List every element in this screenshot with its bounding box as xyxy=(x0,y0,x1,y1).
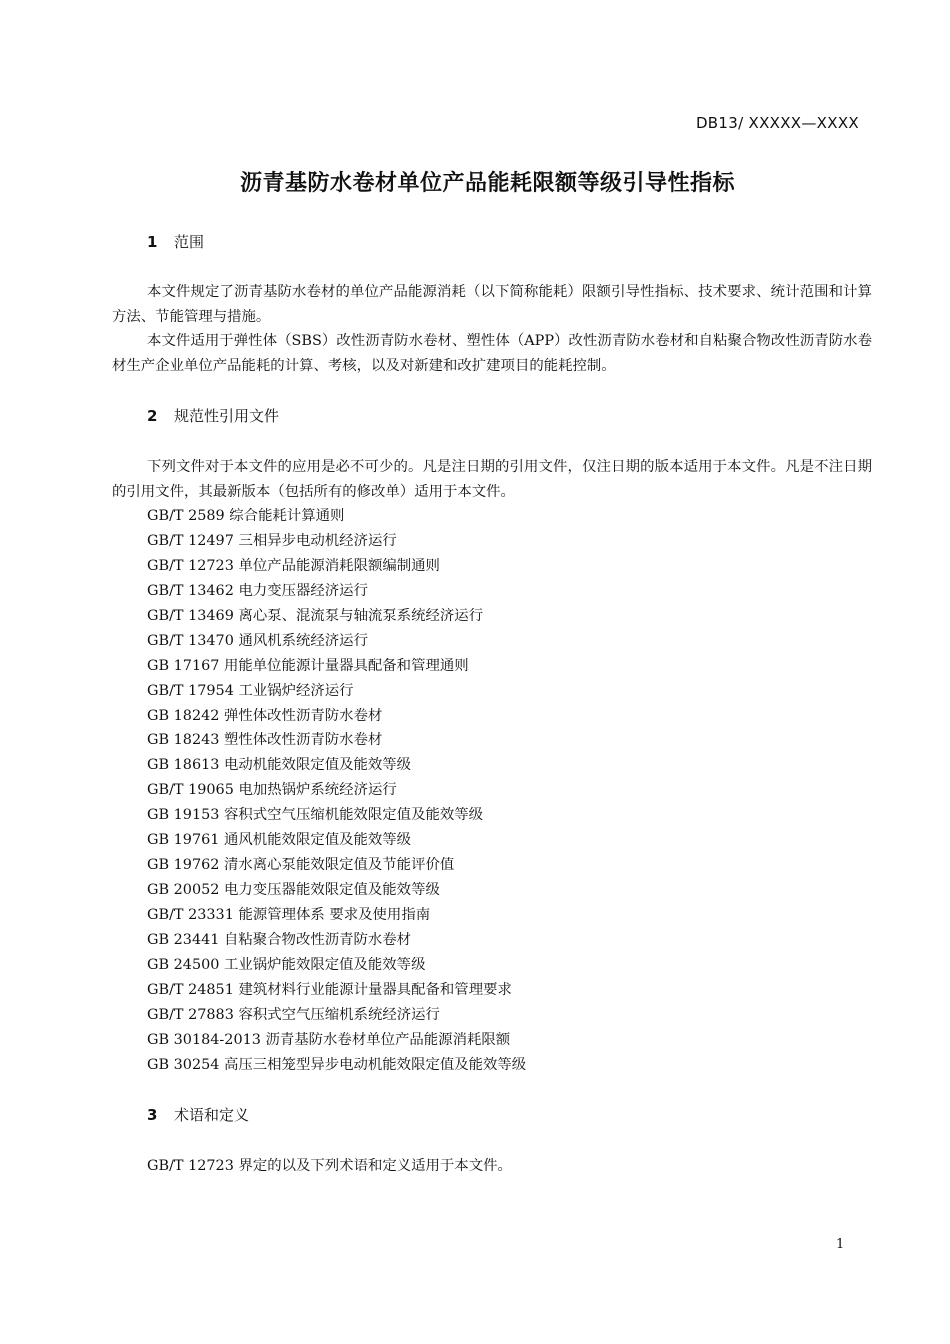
reference-item: GB/T 27883 容积式空气压缩机系统经济运行 xyxy=(147,1006,440,1023)
reference-item: GB 18243 塑性体改性沥青防水卷材 xyxy=(147,732,383,749)
section-title: 规范性引用文件 xyxy=(174,407,280,425)
page-number: 1 xyxy=(836,1237,845,1252)
reference-item: GB/T 17954 工业锅炉经济运行 xyxy=(147,682,354,699)
reference-item: GB 30254 高压三相笼型异步电动机能效限定值及能效等级 xyxy=(147,1056,527,1073)
reference-item: GB 18613 电动机能效限定值及能效等级 xyxy=(147,757,412,774)
terms-definitions-intro: GB/T 12723 界定的以及下列术语和定义适用于本文件。 xyxy=(147,1158,512,1174)
scope-paragraph-1: 本文件规定了沥青基防水卷材的单位产品能源消耗（以下简称能耗）限额引导性指标、技术要求、统计范围和计算方法、节能管理与措施。 xyxy=(112,284,872,325)
reference-item: GB/T 2589 综合能耗计算通则 xyxy=(147,508,345,524)
reference-item: GB 19761 通风机能效限定值及能效等级 xyxy=(147,832,412,849)
reference-item: GB/T 13469 离心泵、混流泵与轴流泵系统经济运行 xyxy=(147,607,484,624)
reference-item: GB 19762 清水离心泵能效限定值及节能评价值 xyxy=(147,857,455,874)
reference-item: GB 17167 用能单位能源计量器具配备和管理通则 xyxy=(147,657,469,674)
document-code: DB13/ XXXXX—XXXX xyxy=(695,114,859,132)
section-title: 范围 xyxy=(174,233,205,251)
reference-item: GB/T 24851 建筑材料行业能源计量器具配备和管理要求 xyxy=(147,981,512,998)
reference-item: GB/T 13462 电力变压器经济运行 xyxy=(147,582,368,599)
reference-item: GB 19153 容积式空气压缩机能效限定值及能效等级 xyxy=(147,807,484,824)
section-1-heading xyxy=(147,231,204,252)
reference-item: GB 23441 自粘聚合物改性沥青防水卷材 xyxy=(147,931,412,948)
section-3-heading xyxy=(147,1104,249,1125)
section-2-heading xyxy=(147,405,279,426)
reference-item: GB/T 12723 单位产品能源消耗限额编制通则 xyxy=(147,557,440,574)
reference-list xyxy=(147,504,526,1078)
reference-item: GB/T 23331 能源管理体系 要求及使用指南 xyxy=(147,907,431,923)
scope-paragraph-2: 本文件适用于弹性体（SBS）改性沥青防水卷材、塑性体（APP）改性沥青防水卷材和自粘聚合物改性沥青防水卷材生产企业单位产品能耗的计算、考核，以及对新建和改扩建项目的能耗控制。 xyxy=(112,333,872,374)
reference-item: GB 30184-2013 沥青基防水卷材单位产品能源消耗限额 xyxy=(147,1031,511,1048)
reference-item: GB 24500 工业锅炉能效限定值及能效等级 xyxy=(147,956,426,973)
section-title: 术语和定义 xyxy=(174,1106,250,1124)
section-number: 2 xyxy=(147,407,158,425)
normative-references-intro: 下列文件对于本文件的应用是必不可少的。凡是注日期的引用文件，仅注日期的版本适用于本文件。凡是不注日期的引用文件，其最新版本（包括所有的修改单）适用于本文件。 xyxy=(112,459,872,500)
section-number: 1 xyxy=(147,233,158,251)
reference-item: GB/T 13470 通风机系统经济运行 xyxy=(147,632,368,649)
reference-item: GB 20052 电力变压器能效限定值及能效等级 xyxy=(147,882,440,899)
reference-item: GB/T 19065 电加热锅炉系统经济运行 xyxy=(147,782,397,799)
document-title: 沥青基防水卷材单位产品能耗限额等级引导性指标 xyxy=(239,171,735,196)
reference-item: GB 18242 弹性体改性沥青防水卷材 xyxy=(147,707,383,724)
section-number: 3 xyxy=(147,1106,158,1124)
reference-item: GB/T 12497 三相异步电动机经济运行 xyxy=(147,532,397,549)
